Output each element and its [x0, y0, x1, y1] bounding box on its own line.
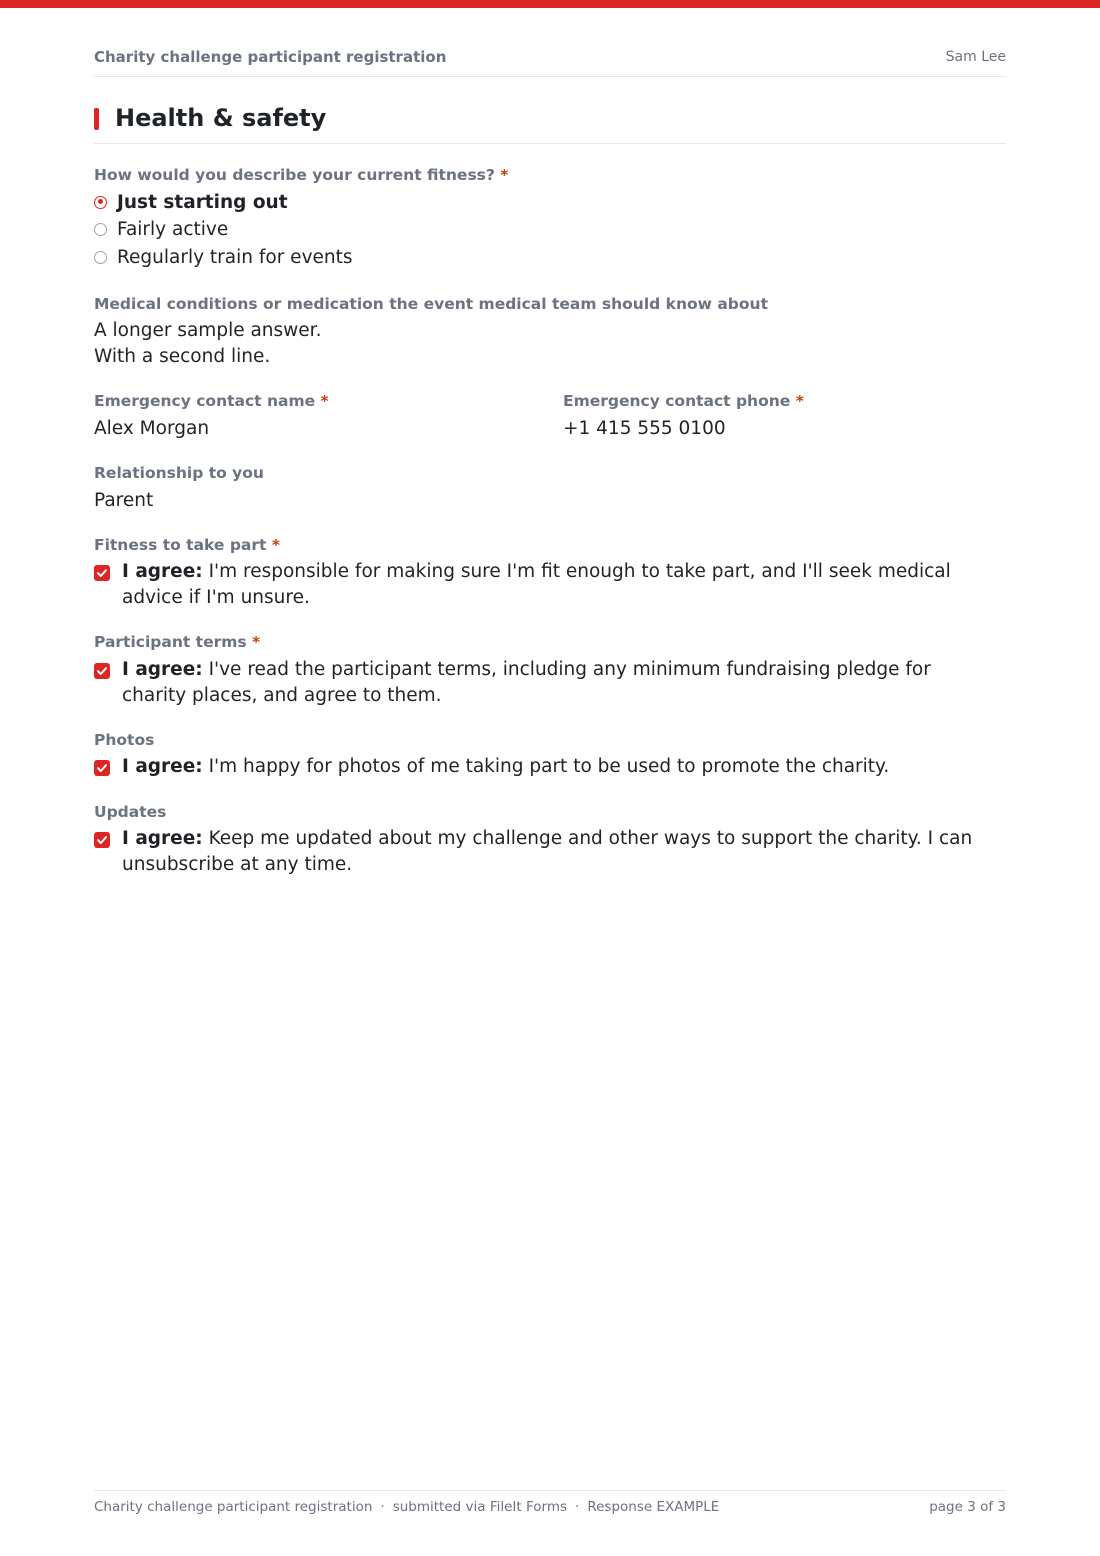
required-mark: * — [795, 392, 804, 410]
consent-label-text: Fitness to take part — [94, 536, 267, 554]
required-mark: * — [500, 166, 509, 184]
medical-label: Medical conditions or medication the event medical team should know about — [94, 295, 769, 313]
emergency-phone-value: +1 415 555 0100 — [563, 418, 726, 439]
section-title: Health & safety — [115, 104, 327, 132]
consent-label-text: Photos — [94, 731, 155, 749]
agree-label: I agree: — [122, 561, 203, 582]
relationship-value: Parent — [94, 490, 154, 511]
top-accent-bar — [0, 0, 1100, 8]
consent-photos-checkbox-row[interactable] — [94, 754, 1006, 780]
footer-separator: · — [575, 1499, 580, 1515]
fitness-option-just-starting[interactable] — [94, 191, 288, 213]
consent-body: I'm happy for photos of me taking part to be used to promote the charity. — [208, 756, 890, 777]
required-mark: * — [252, 633, 261, 651]
consent-text — [122, 559, 992, 611]
checkbox-checked-icon[interactable] — [94, 832, 110, 848]
section-header — [94, 104, 1006, 144]
medical-answer — [94, 318, 321, 370]
consent-terms-checkbox-row[interactable] — [94, 657, 1006, 709]
consent-updates-checkbox-row[interactable] — [94, 826, 1006, 878]
consent-fitness-checkbox-row[interactable] — [94, 559, 1006, 611]
emergency-name-label-text: Emergency contact name — [94, 392, 316, 410]
footer-submitted: submitted via FileIt Forms — [392, 1499, 568, 1515]
footer-separator: · — [380, 1499, 385, 1515]
page-header — [94, 48, 1006, 77]
medical-answer-line: With a second line. — [94, 346, 271, 367]
page-footer — [94, 1490, 1006, 1521]
emergency-name-value: Alex Morgan — [94, 418, 210, 439]
footer-info — [94, 1499, 719, 1515]
consent-body: Keep me updated about my challenge and other ways to support the charity. I can unsubscribe at any time. — [122, 828, 973, 875]
agree-label: I agree: — [122, 659, 203, 680]
fitness-option-label: Just starting out — [117, 191, 288, 213]
emergency-name-label — [94, 392, 329, 410]
fitness-label — [94, 166, 508, 184]
consent-fitness-label — [94, 536, 280, 554]
fitness-option-fairly-active[interactable] — [94, 218, 228, 240]
consent-text — [122, 754, 992, 780]
emergency-phone-label — [563, 392, 804, 410]
page-number: page 3 of 3 — [929, 1499, 1006, 1515]
radio-selected-icon — [94, 196, 107, 209]
footer-form-name: Charity challenge participant registration — [94, 1499, 373, 1515]
footer-response: Response EXAMPLE — [587, 1499, 720, 1515]
radio-unselected-icon — [94, 251, 107, 264]
fitness-option-regularly-train[interactable] — [94, 246, 353, 268]
fitness-option-label: Fairly active — [117, 218, 229, 240]
consent-body: I've read the participant terms, including any minimum fundraising pledge for charity places, and agree to them. — [122, 659, 931, 706]
agree-label: I agree: — [122, 828, 203, 849]
consent-body: I'm responsible for making sure I'm fit enough to take part, and I'll seek medical advice if I'm unsure. — [122, 561, 951, 608]
checkbox-checked-icon[interactable] — [94, 663, 110, 679]
consent-text — [122, 657, 992, 709]
fitness-label-text: How would you describe your current fitness? — [94, 166, 495, 184]
consent-label-text: Participant terms — [94, 633, 247, 651]
consent-photos-label — [94, 731, 154, 749]
consent-updates-label — [94, 803, 166, 821]
medical-answer-line: A longer sample answer. — [94, 320, 322, 341]
consent-text — [122, 826, 992, 878]
relationship-label: Relationship to you — [94, 464, 264, 482]
checkbox-checked-icon[interactable] — [94, 760, 110, 776]
consent-terms-label — [94, 633, 260, 651]
agree-label: I agree: — [122, 756, 203, 777]
emergency-phone-label-text: Emergency contact phone — [563, 392, 791, 410]
user-name: Sam Lee — [945, 49, 1006, 65]
required-mark: * — [271, 536, 280, 554]
required-mark: * — [320, 392, 329, 410]
consent-label-text: Updates — [94, 803, 167, 821]
form-title: Charity challenge participant registration — [94, 48, 447, 66]
radio-unselected-icon — [94, 223, 107, 236]
fitness-option-label: Regularly train for events — [117, 246, 353, 268]
checkbox-checked-icon[interactable] — [94, 565, 110, 581]
section-marker — [94, 108, 99, 130]
